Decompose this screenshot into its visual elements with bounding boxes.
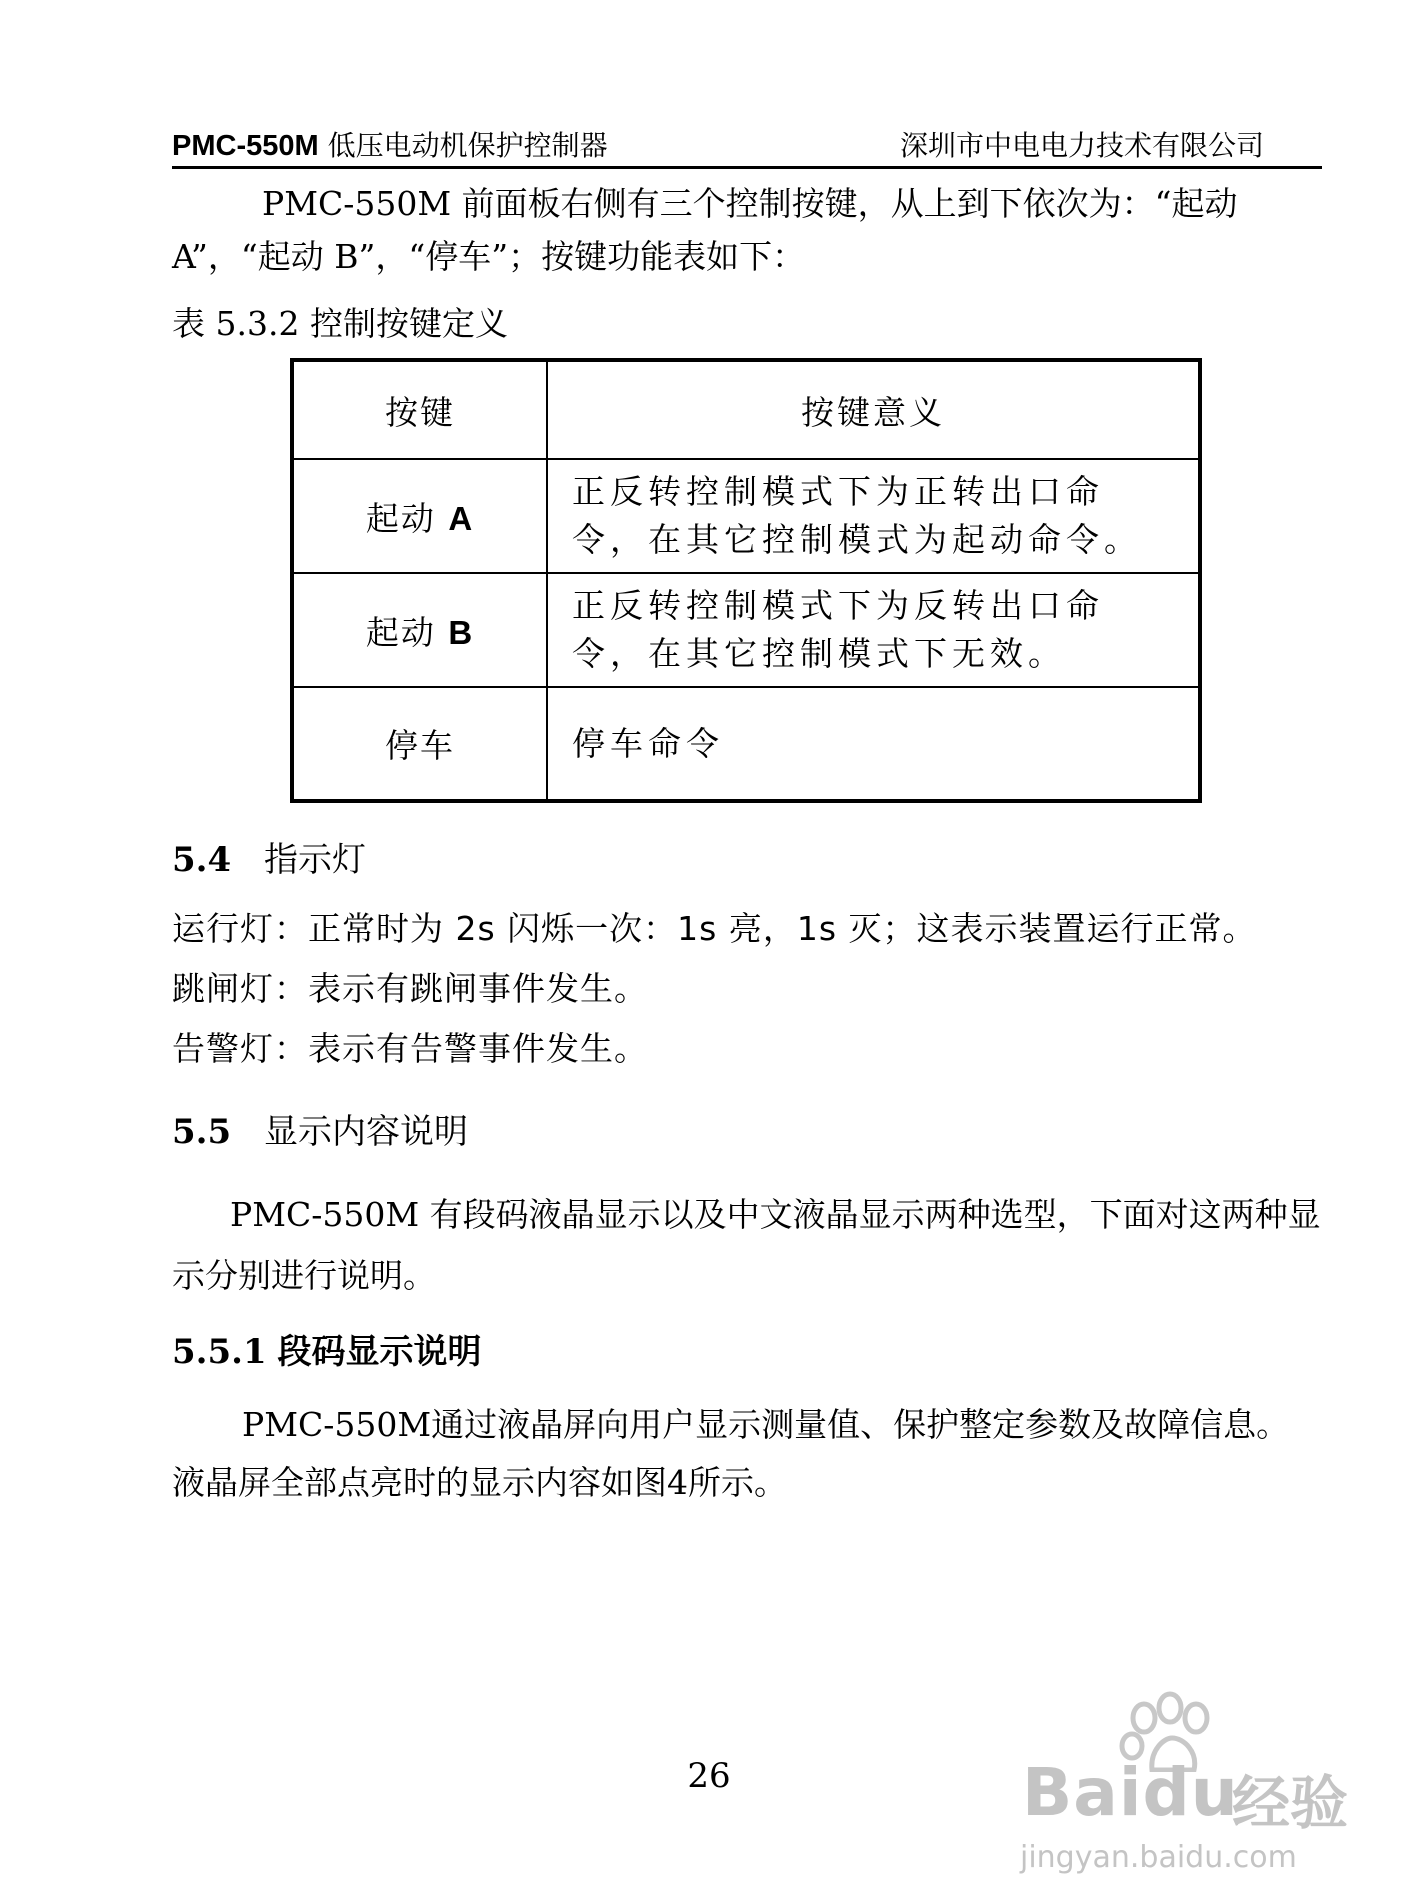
header-company: 深圳市中电电力技术有限公司 (899, 129, 1264, 162)
header-product (172, 124, 608, 164)
watermark-brand-cn: 经验 (1232, 1769, 1349, 1837)
baidu-watermark (1010, 1690, 1370, 1890)
section-title: 指示灯 (264, 840, 366, 880)
key-cell (292, 459, 547, 573)
key-label-latin: B (448, 613, 475, 651)
table-row (292, 459, 1200, 573)
section-5-5-paragraph: PMC-550M 有段码液晶显示以及中文液晶显示两种选型，下面对这两种显示分别进行说明。 (172, 1195, 1321, 1296)
section-heading-5-5-1 (172, 1324, 481, 1373)
meaning-cell: 正反转控制模式下为反转出口命令，在其它控制模式下无效。 (547, 573, 1200, 687)
header-model: PMC-550M (172, 130, 319, 162)
meaning-cell: 正反转控制模式下为正转出口命令，在其它控制模式为起动命令。 (547, 459, 1200, 573)
section-number: 5.5 (172, 1112, 232, 1152)
table-header-meaning: 按键意义 (547, 360, 1200, 459)
key-label-cn: 起动 (365, 498, 436, 538)
key-label-latin: A (448, 499, 475, 537)
section-5-5-1-paragraph: PMC-550M通过液晶屏向用户显示测量值、保护整定参数及故障信息。液晶屏全部点亮时的显示内容如图4所示。 (172, 1405, 1290, 1502)
watermark-url: jingyan.baidu.com (1020, 1840, 1297, 1875)
section-heading-5-5 (172, 1104, 468, 1153)
section-number: 5.4 (172, 840, 232, 880)
control-key-table (290, 358, 1202, 803)
key-cell: 停车 (292, 687, 547, 801)
watermark-brand: Baidu (1022, 1754, 1239, 1831)
indicator-alarm: 告警灯：表示有告警事件发生。 (172, 1029, 648, 1068)
table-row (292, 573, 1200, 687)
table-row (292, 687, 1200, 801)
key-label-cn: 起动 (365, 612, 436, 652)
table-header-row (292, 360, 1200, 459)
header-product-name: 低压电动机保护控制器 (327, 129, 608, 162)
key-cell (292, 573, 547, 687)
meaning-cell: 停车命令 (547, 687, 1200, 801)
section-title: 段码显示说明 (277, 1332, 482, 1372)
page-number: 26 (687, 1756, 731, 1796)
section-number: 5.5.1 (172, 1332, 267, 1372)
section-heading-5-4 (172, 832, 366, 881)
table-caption: 表 5.3.2 控制按键定义 (172, 304, 508, 343)
intro-paragraph: PMC-550M 前面板右侧有三个控制按键，从上到下依次为：“起动 A”，“起动 B”，“停车”；按键功能表如下： (172, 184, 1238, 276)
table-header-key: 按键 (292, 360, 547, 459)
running-header (172, 120, 1322, 169)
indicator-trip: 跳闸灯：表示有跳闸事件发生。 (172, 969, 648, 1008)
section-title: 显示内容说明 (264, 1112, 468, 1152)
indicator-run: 运行灯：正常时为 2s 闪烁一次：1s 亮，1s 灭；这表示装置运行正常。 (172, 909, 1257, 948)
